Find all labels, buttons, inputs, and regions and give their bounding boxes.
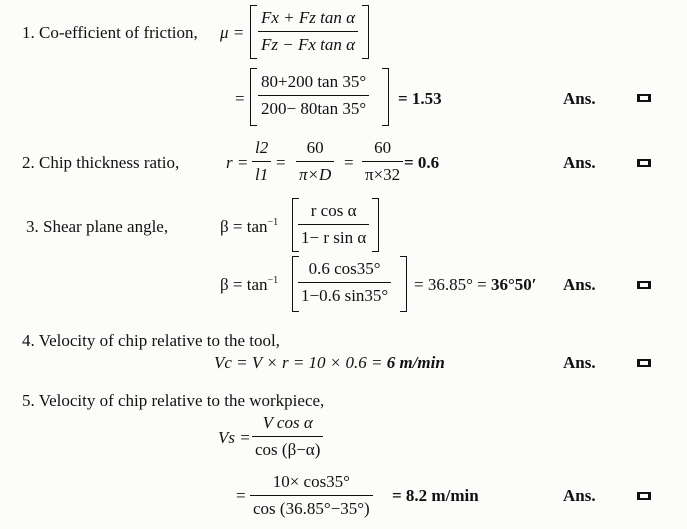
s1-f1-denominator: Fz − Fx tan α <box>258 31 358 55</box>
end-mark-icon <box>636 488 652 505</box>
s5-result: = 8.2 m/min <box>392 486 479 505</box>
s3-result: = 36.85° = 36°50′ <box>414 275 537 294</box>
s1-fraction-2 <box>258 72 369 119</box>
s5-f1-denominator: cos (β−α) <box>252 436 323 460</box>
s5-f2-denominator: cos (36.85°−35°) <box>250 495 373 519</box>
s1-lhs: μ = <box>220 23 245 42</box>
s4-label: 4. Velocity of chip relative to the tool, <box>22 331 280 350</box>
s1-eq: = <box>235 89 245 108</box>
s2-f2-denominator: π×D <box>296 161 334 185</box>
s3-bracket-right <box>372 198 379 252</box>
s2-fraction-3 <box>362 138 403 185</box>
end-mark-icon <box>636 90 652 107</box>
s2-result: = 0.6 <box>404 153 440 172</box>
end-mark-icon <box>636 155 652 172</box>
s2-f1-numerator: l2 <box>255 138 269 157</box>
s3-ans: Ans. <box>563 275 596 294</box>
s5-ans: Ans. <box>563 486 596 505</box>
s3-fraction-1 <box>298 201 369 248</box>
s1-result: = 1.53 <box>398 89 442 108</box>
s1-fraction-1 <box>258 8 358 55</box>
s5-f2-numerator: 10× cos35° <box>272 472 350 491</box>
s2-fraction-2 <box>296 138 334 185</box>
s3-bracket2-right <box>400 256 407 312</box>
end-mark-icon <box>636 355 652 372</box>
s1-ans: Ans. <box>563 89 596 108</box>
s1-label: 1. Co-efficient of friction, <box>22 23 198 42</box>
s2-f1-denominator: l1 <box>252 161 271 185</box>
s1-f1-numerator: Fx + Fz tan α <box>261 8 356 27</box>
s2-f2-numerator: 60 <box>306 138 324 157</box>
s3-f1-numerator: r cos α <box>310 201 357 220</box>
s5-f1-numerator: V cos α <box>262 413 313 432</box>
s2-eq1: = <box>276 153 286 172</box>
s2-fraction-1 <box>252 138 271 185</box>
s3-f2-numerator: 0.6 cos35° <box>308 259 381 278</box>
s1-f2-denominator: 200− 80tan 35° <box>258 95 369 119</box>
s5-eq: = <box>236 486 246 505</box>
s1-bracket-left <box>250 5 257 59</box>
s4-ans: Ans. <box>563 353 596 372</box>
s5-lhs: Vs = <box>218 428 251 447</box>
s5-label: 5. Velocity of chip relative to the workpiece, <box>22 391 325 410</box>
s2-f3-denominator: π×32 <box>362 161 403 185</box>
s2-ans: Ans. <box>563 153 596 172</box>
s1-bracket-right <box>362 5 369 59</box>
s2-label: 2. Chip thickness ratio, <box>22 153 180 172</box>
s5-fraction-1 <box>252 413 323 460</box>
s4-formula: Vc = V × r = 10 × 0.6 = 6 m/min <box>214 353 445 372</box>
s3-lhs2: $\beta = \tan^{-1}$ <box>220 275 279 294</box>
s1-bracket2-left <box>250 68 257 126</box>
s2-eq2: = <box>344 153 354 172</box>
s3-f1-denominator: 1− r sin α <box>298 224 369 248</box>
s3-fraction-2 <box>298 259 391 306</box>
s2-lhs: r = <box>226 153 249 172</box>
end-mark-icon <box>636 277 652 294</box>
s3-label: 3. Shear plane angle, <box>26 217 169 236</box>
s1-f2-numerator: 80+200 tan 35° <box>261 72 367 91</box>
s3-lhs1: $\beta = \tan^{-1}$ <box>220 217 279 236</box>
s5-fraction-2 <box>250 472 373 519</box>
s3-f2-denominator: 1−0.6 sin35° <box>298 282 391 306</box>
s1-bracket2-right <box>382 68 389 126</box>
s2-f3-numerator: 60 <box>374 138 392 157</box>
